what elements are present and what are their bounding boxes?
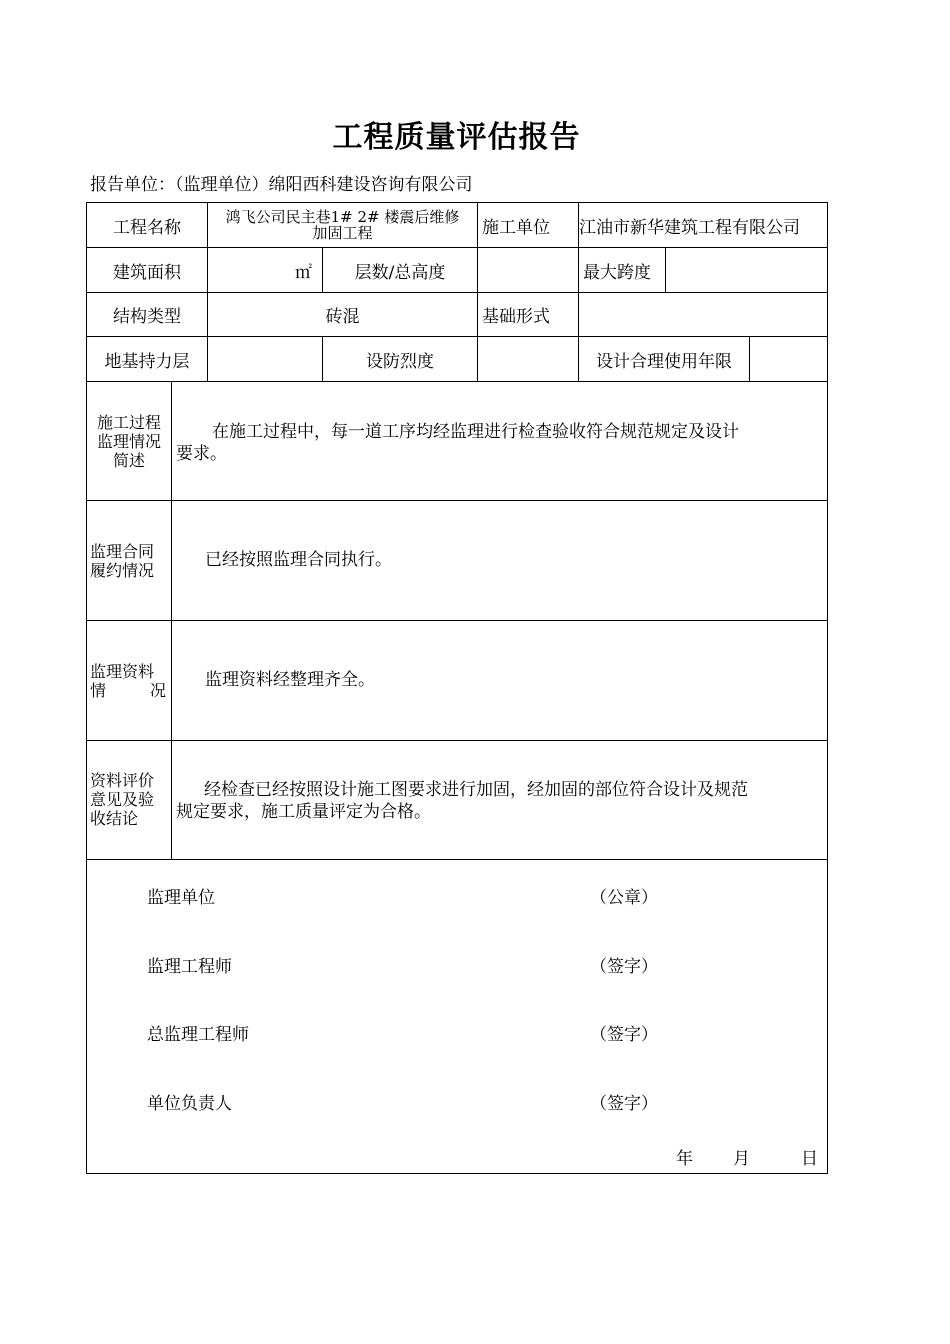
row-divider	[86, 620, 828, 621]
section-text-evaluation-conclusion	[176, 779, 822, 823]
section-text-line: 在施工过程中，每一道工序均经监理进行检查验收符合规范规定及设计	[212, 422, 739, 442]
row-divider	[86, 500, 828, 501]
project-name-label: 工程名称	[113, 217, 181, 238]
construction-unit-label: 施工单位	[482, 217, 550, 238]
section-label-contract-performance	[90, 542, 170, 580]
section-label-char: 情	[90, 681, 107, 700]
foundation-type-value	[579, 293, 827, 336]
section-text-supervision-documents: 监理资料经整理齐全。	[205, 670, 375, 690]
section-label-line: 监理合同	[90, 542, 155, 561]
construction-unit-value: 江油市新华建筑工程有限公司	[579, 217, 800, 238]
foundation-type-label: 基础形式	[482, 307, 550, 327]
section-text-contract-performance: 已经按照监理合同执行。	[205, 550, 392, 570]
section-label-line: 施工过程	[96, 413, 161, 432]
floors-height-label: 层数/总高度	[354, 262, 446, 283]
section-label-line	[90, 681, 166, 700]
row-divider	[86, 381, 828, 382]
signature-label-chief-engineer: 总监理工程师	[147, 1025, 249, 1045]
structure-type-value: 砖混	[325, 307, 360, 327]
section-label-line: 收结论	[90, 809, 139, 828]
fortification-intensity-value	[478, 337, 578, 381]
structure-type-label: 结构类型	[113, 307, 181, 327]
signature-label-supervision-engineer: 监理工程师	[147, 957, 232, 977]
section-label-char: 况	[149, 681, 166, 700]
section-label-line: 资料评价	[90, 771, 155, 790]
date-year: 年	[676, 1149, 693, 1169]
section-text-line: 要求。	[176, 444, 227, 464]
building-area-label: 建筑面积	[113, 262, 181, 283]
section-label-line: 监理情况	[96, 432, 161, 451]
project-name-value	[208, 203, 477, 247]
signature-label-unit-head: 单位负责人	[147, 1094, 232, 1114]
floors-height-value	[478, 248, 578, 292]
official-seal-mark: （公章）	[590, 888, 658, 908]
section-text-construction-supervision	[176, 421, 822, 465]
fortification-intensity-label: 设防烈度	[366, 351, 434, 372]
section-label-line: 简述	[112, 451, 145, 470]
project-name-line1: 鸿飞公司民主巷1# 2# 楼震后维修	[225, 208, 460, 226]
max-span-label: 最大跨度	[583, 262, 651, 283]
date-day: 日	[801, 1149, 818, 1169]
project-name-line2: 加固工程	[312, 224, 373, 242]
signature-label-supervision-unit: 监理单位	[147, 888, 215, 908]
signature-mark: （签字）	[590, 957, 658, 977]
section-label-line: 监理资料	[90, 662, 155, 681]
report-unit: 报告单位：（监理单位）绵阳西科建设咨询有限公司	[90, 175, 473, 195]
section-label-line: 意见及验	[90, 790, 155, 809]
service-life-value	[750, 337, 827, 381]
section-label-supervision-documents	[90, 662, 166, 700]
signature-mark: （签字）	[590, 1025, 658, 1045]
row-divider	[86, 740, 828, 741]
section-label-construction-supervision	[88, 413, 170, 470]
row-divider	[86, 859, 828, 860]
report-title: 工程质量评估报告	[332, 120, 581, 155]
bearing-layer-label: 地基持力层	[104, 351, 190, 372]
building-area-unit: ㎡	[295, 262, 312, 283]
signature-mark: （签字）	[590, 1094, 658, 1114]
service-life-label: 设计合理使用年限	[596, 351, 732, 372]
section-label-line: 履约情况	[90, 561, 155, 580]
date-month: 月	[733, 1149, 750, 1169]
col-divider	[171, 381, 172, 859]
section-text-line: 经检查已经按照设计施工图要求进行加固，经加固的部位符合设计及规范	[204, 780, 748, 800]
section-text-line: 规定要求，施工质量评定为合格。	[176, 802, 431, 822]
bearing-layer-value	[208, 337, 322, 381]
section-label-evaluation-conclusion	[90, 771, 170, 828]
max-span-value	[666, 248, 827, 292]
